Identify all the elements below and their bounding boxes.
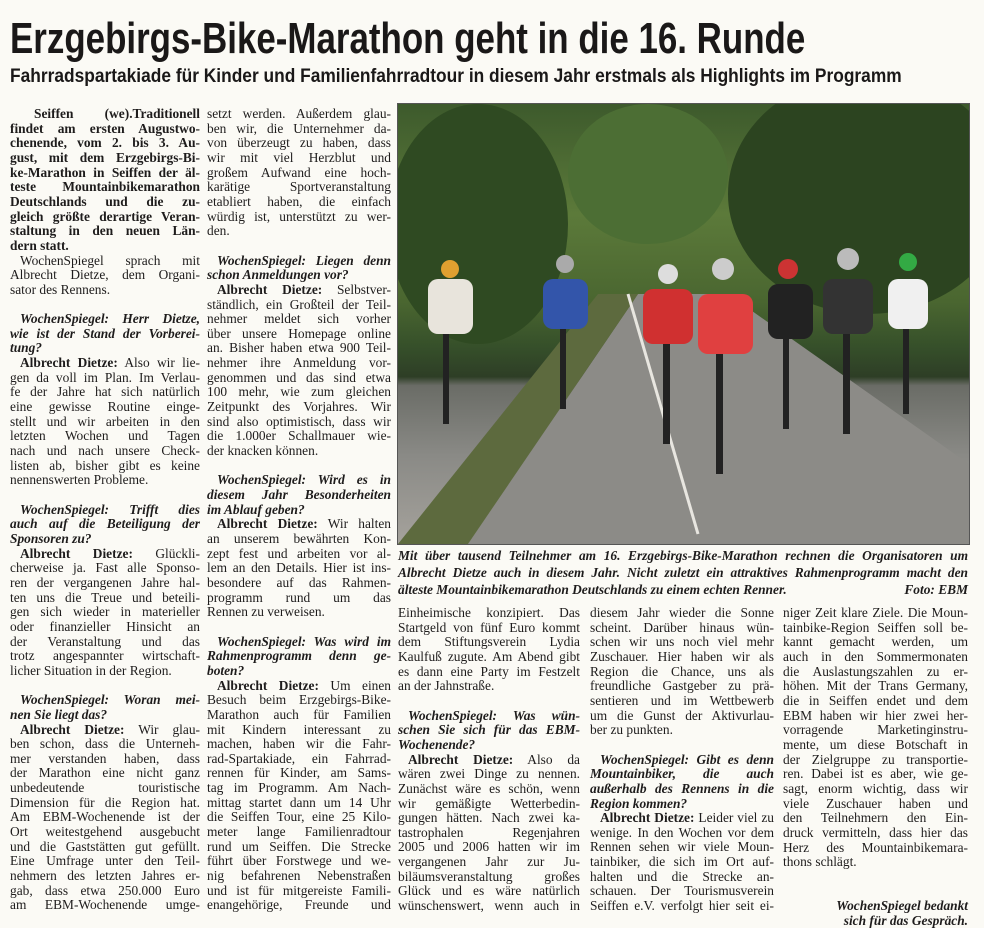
speaker-name: Albrecht Dietze: <box>20 355 118 371</box>
text-line: Rahmenprogramm denn ge- <box>207 648 391 664</box>
text-line: machen, haben wir die Fahr- <box>207 736 391 752</box>
text-line: Rennen zu verweisen. <box>207 604 325 620</box>
paragraph-spacer <box>207 459 391 474</box>
text-line: Wochenende? <box>398 736 476 752</box>
text-line: tainbiker, die sich im Ort auf- <box>590 854 774 870</box>
text-line: ren. Dabei ist es aber, wie ge- <box>783 766 968 782</box>
text-line: ren der vergangenen Jahre hal- <box>10 574 200 590</box>
text-line: halten und die Strecke an- <box>590 868 774 884</box>
text-line: Albrecht Dietze, dem Organi- <box>10 267 200 283</box>
text-line: diesem Jahr Besonderheiten <box>207 487 391 503</box>
text-line: rad-Spartakiade, ein Fahrrad- <box>207 750 391 766</box>
text-line: WochenSpiegel: Wird es in <box>217 472 391 488</box>
text-line: es dann eine Party im Festzelt <box>398 663 580 679</box>
interview-answer <box>207 283 391 459</box>
text-line: zept fest und arbeiten vor al- <box>207 545 391 561</box>
caption-line: Mit über tausend Teilnehmer am 16. Erzgebirgs-Bike-Marathon rechnen die Organisatoren um <box>398 548 968 563</box>
text-line: schen wir uns noch viel mehr <box>590 634 774 650</box>
text-line: letzten Wochen und Tagen <box>10 428 200 444</box>
text-line: thons schlägt. <box>783 854 857 870</box>
text-line: nennenswerten Probleme. <box>10 472 149 488</box>
text-line: diesem Jahr wieder die Sonne <box>590 605 774 620</box>
text-line: im Ablauf geben? <box>207 501 305 517</box>
text-line: Ort weitestgehend ausgebucht <box>10 824 200 840</box>
text-line: großem Aufwand eine hoch- <box>207 164 391 180</box>
interview-answer <box>398 753 580 914</box>
text-line: Rennen sehen wir viele Moun- <box>590 839 774 855</box>
answer-text: Glückli- <box>132 545 200 561</box>
text-line: nehmer ihre Anmeldung vor- <box>207 355 391 371</box>
text-line: am EBM-Wochenende umge- <box>10 897 200 913</box>
text-line: freundliche Gastgeber zu prä- <box>590 678 774 694</box>
text-line: dem Stiftungsverein Lydia <box>398 634 580 650</box>
text-line: Zunächst wäre es schön, wenn <box>398 780 580 796</box>
text-line: gleich größte derartige Veran- <box>10 208 200 224</box>
paragraph-spacer <box>398 694 580 709</box>
paragraph <box>10 254 200 298</box>
speaker-name: Albrecht Dietze: <box>217 516 318 532</box>
text-line: dern statt. <box>10 237 69 253</box>
interview-answer <box>10 356 200 488</box>
text-line: rund um Seiffen. Die Strecke <box>207 838 391 854</box>
text-line: ben wir, die Unternehmer da- <box>207 120 391 136</box>
text-line: von überzeugt zu haben, dass <box>207 135 391 151</box>
paragraph-spacer <box>207 620 391 635</box>
text-line: Am EBM-Wochenende ist der <box>10 809 200 825</box>
text-line: 100 mehr, wie zum gleichen <box>207 384 391 400</box>
text-line: der Marathon eine nicht ganz <box>10 765 200 781</box>
text-line: ständlich, ein Großteil der Teil- <box>207 296 391 312</box>
lead-paragraph <box>10 107 200 254</box>
interview-answer <box>590 811 774 914</box>
text-line: Herz des Mountainbikemara- <box>783 839 968 855</box>
answer-text: Wir halten <box>317 516 391 532</box>
text-line: wenige. In den Wochen vor dem <box>590 824 774 840</box>
text-line: tung? <box>10 340 43 356</box>
text-line: listen ab, bisher gibt es keine <box>10 457 200 473</box>
text-line: und ist für mitgereiste Famili- <box>207 882 391 898</box>
text-line: wir gemäßigte Wetterbedin- <box>398 795 580 811</box>
paragraph-spacer <box>10 679 200 694</box>
text-line: WochenSpiegel: Woran mei- <box>20 692 200 708</box>
interview-answer <box>10 723 200 914</box>
text-line: karätige Sportveranstaltung <box>207 179 391 195</box>
text-line: genommen und das sind etwa <box>207 369 391 385</box>
text-line: und die Gaststätten gut gefüllt. <box>10 838 200 854</box>
photo-credit: Foto: EBM <box>904 582 968 597</box>
text-line: den. <box>207 223 230 239</box>
article-column-2 <box>207 107 391 913</box>
text-line <box>398 753 580 768</box>
paragraph-spacer <box>207 239 391 254</box>
text-line: rennen für Kinder, am Sams- <box>207 765 391 781</box>
article-column-1 <box>10 107 200 913</box>
text-line: WochenSpiegel: Trifft dies <box>20 501 200 517</box>
text-line: ber zu punkten. <box>590 722 673 738</box>
text-line <box>207 283 391 298</box>
text-line: Marathon auch für Familien <box>207 706 391 722</box>
text-line: nach und nach unsere Check- <box>10 443 200 459</box>
text-line: Zeitpunkt des Vorjahres. Wir <box>207 399 391 415</box>
text-line: cherweise ja. Fast alle Sponso- <box>10 560 200 576</box>
text-line: etabliert haben, die einfach <box>207 193 391 209</box>
text-line: gungen hätten. Nach zwei ka- <box>398 810 580 826</box>
text-line: Seiffen e.V. verfolgt hier seit ei- <box>590 898 774 914</box>
text-line: sator des Rennens. <box>10 281 111 297</box>
text-line: Sponsoren zu? <box>10 531 92 546</box>
text-line: trotz angespannter wirtschaft- <box>10 648 200 664</box>
text-line: außerhalb des Rennens in die <box>590 780 774 796</box>
text-line: WochenSpiegel: Was wün- <box>408 707 580 723</box>
text-line: der Veranstaltung und das <box>10 633 200 649</box>
text-line: WochenSpiegel: Herr Dietze, <box>20 311 200 327</box>
text-line: licher Situation in der Region. <box>10 662 172 678</box>
text-line: oder finanzieller Hinsicht an <box>10 618 200 634</box>
article-subheadline: Fahrradspartakiade für Kinder und Familienfahrradtour in diesem Jahr erstmals als Highlights im Programm <box>10 66 902 87</box>
text-line: programm rund um das <box>207 589 391 605</box>
answer-text: Leider viel zu <box>694 810 774 826</box>
text-line: mittag startet dann um 14 Uhr <box>207 794 391 810</box>
text-line: nehmer meldet sich vorher <box>207 311 391 327</box>
text-line: WochenSpiegel: Liegen denn <box>217 252 391 268</box>
text-line: gen da voll im Plan. Im Verlau- <box>10 369 200 385</box>
text-line: Kaulfuß zugute. Am Abend gibt <box>398 648 580 664</box>
text-line: scheint. Darüber hinaus wün- <box>590 619 774 635</box>
text-line: eine gewisse Routine einge- <box>10 399 200 415</box>
interview-question <box>10 312 200 356</box>
text-line: unbedeutende touristische <box>10 780 200 796</box>
text-line: schon Anmeldungen vor? <box>207 267 349 283</box>
speaker-name: Albrecht Dietze: <box>217 281 323 297</box>
text-line: Seiffen (we).Traditionell <box>34 106 200 121</box>
text-line: der knacken können. <box>207 443 319 459</box>
text-line: WochenSpiegel sprach mit <box>20 252 200 268</box>
text-line: enangehörige, Freunde und <box>207 897 391 913</box>
paragraph-continued <box>398 606 580 694</box>
text-line: sagt, enorm wichtig, dass wir <box>783 780 968 796</box>
text-line <box>10 723 200 738</box>
text-line: kannt gemacht werden, um <box>783 634 968 650</box>
text-line: tastrophalen Regenjahren <box>398 824 580 840</box>
text-line: findet am ersten Augustwo- <box>10 120 200 136</box>
speaker-name: Albrecht Dietze: <box>20 545 133 561</box>
article-column-3 <box>398 606 580 914</box>
speaker-name: Albrecht Dietze: <box>408 751 514 767</box>
answer-text: Um einen <box>318 677 391 693</box>
text-line: mente, um diese Botschaft in <box>783 736 968 752</box>
answer-text: Also wir lie- <box>117 355 200 371</box>
text-line: teste Mountainbikemarathon <box>10 179 200 195</box>
text-line: die 1.000er Schallmauer wie- <box>207 428 391 444</box>
paragraph-spacer <box>783 884 968 899</box>
interview-answer <box>207 679 391 914</box>
text-line: ke-Marathon in Seiffen der äl- <box>10 164 200 180</box>
text-line: Region die Chance, uns als <box>590 663 774 679</box>
text-line: führt über Forstwege und we- <box>207 853 391 869</box>
text-line: auch auf die Beteiligung der <box>10 516 200 532</box>
speaker-name: Albrecht Dietze: <box>600 810 695 826</box>
text-line: gab, dass etwa 250.000 Euro <box>10 882 200 898</box>
text-line: vorragende Marketinginstru- <box>783 722 968 738</box>
paragraph-continued <box>207 107 391 239</box>
paragraph-spacer <box>783 870 968 885</box>
article-headline: Erzgebirgs-Bike-Marathon geht in die 16. Runde <box>10 14 806 63</box>
text-line: Dimension für die Region hat. <box>10 794 200 810</box>
text-line: WochenSpiegel: Was wird im <box>217 633 391 649</box>
text-line: stellt und wir arbeiten in den <box>10 413 200 429</box>
interview-question <box>10 693 200 722</box>
text-line: wären zwei Dinge zu nennen. <box>398 766 580 782</box>
paragraph-spacer <box>10 298 200 313</box>
text-line: lem an den Details. Hier ist ins- <box>207 560 391 576</box>
cyclists-photo-illustration <box>398 104 969 544</box>
text-line: wünschenswert, wenn auch in <box>398 898 580 914</box>
text-line: schen Sie sich für das EBM- <box>398 722 580 738</box>
text-line: tainbike-Region Seiffen soll be- <box>783 619 968 635</box>
text-line: Mountainbiker, die auch <box>590 766 774 782</box>
text-line: WochenSpiegel: Gibt es denn <box>600 751 774 767</box>
text-line: gen sich wieder in materieller <box>10 604 200 620</box>
text-line: meter lange Familienradtour <box>207 824 391 840</box>
speaker-name: Albrecht Dietze: <box>217 677 319 693</box>
text-line: besondere auf das Rahmen- <box>207 574 391 590</box>
text-line: Region kommen? <box>590 795 688 811</box>
text-line: wir mit viel Herzblut und <box>207 149 391 165</box>
text-line: sich für das Gespräch. <box>843 912 968 928</box>
text-line: wie ist der Stand der Vorberei- <box>10 325 200 341</box>
text-line <box>590 811 774 826</box>
text-line: chenende, vom 2. bis 3. Au- <box>10 135 200 151</box>
paragraph-spacer <box>590 738 774 753</box>
text-line: ten uns die Treue und beteili- <box>10 589 200 605</box>
text-line: sentieren und im Wettbewerb <box>590 692 774 708</box>
text-line: biläumsveranstaltung großes <box>398 868 580 884</box>
text-line: 2005 und 2006 hatten wir im <box>398 839 580 855</box>
text-line: Eine Umfrage unter den Teil- <box>10 853 200 869</box>
text-line: Zuschauer. Hier haben wir als <box>590 648 774 664</box>
text-line: um die Gunst der Aktivurlau- <box>590 707 774 723</box>
paragraph-spacer <box>10 488 200 503</box>
text-line: mit Kindern interessant zu <box>207 721 391 737</box>
interview-answer <box>10 547 200 679</box>
interview-question <box>207 473 391 517</box>
paragraph-continued <box>590 606 774 738</box>
tree-center <box>568 104 728 244</box>
text-line: vergangenen Jahr zur Ju- <box>398 854 580 870</box>
interview-answer <box>207 517 391 620</box>
text-line: Glück und es wäre natürlich <box>398 883 580 899</box>
article-photo <box>397 103 970 545</box>
text-line: nehmern des letzten Jahres er- <box>10 868 200 884</box>
text-line: an. Bisher haben etwa 900 Teil- <box>207 340 391 356</box>
text-line: Besuch beim Erzgebirgs-Bike- <box>207 692 391 708</box>
text-line: WochenSpiegel bedankt <box>836 898 968 914</box>
interview-question <box>207 635 391 679</box>
caption-line: Albrecht Dietze auch in diesem Jahr. Nicht zuletzt ein attraktives Rahmenprogramm macht den <box>398 565 968 580</box>
text-line: an unserem bewährten Kon- <box>207 531 391 546</box>
text-line: staltung in den neuen Län- <box>10 223 200 239</box>
article-column-5 <box>783 606 968 928</box>
text-line: viele Zuschauer haben und <box>783 795 968 811</box>
text-line: die Auslastungszahlen zu er- <box>783 663 968 679</box>
text-line: gust, mit dem Erzgebirgs-Bi- <box>10 149 200 165</box>
answer-text: Wir glau- <box>124 721 200 737</box>
interview-question <box>398 709 580 753</box>
text-line <box>10 547 200 562</box>
text-line: mer verstanden haben, dass <box>10 750 200 766</box>
text-line: sind also optimistisch, dass wir <box>207 413 391 429</box>
text-line: boten? <box>207 662 245 678</box>
text-line: an der Jahnstraße. <box>398 678 495 694</box>
interview-question <box>590 753 774 812</box>
text-line: ben schon, dass die Unterneh- <box>10 736 200 752</box>
answer-text: Also da <box>513 751 580 767</box>
caption-line: älteste Mountainbikemarathon Deutschlands zu einem echten Renner. <box>398 582 787 597</box>
text-line: auch in den Sommermonaten <box>783 648 968 664</box>
article-column-4 <box>590 606 774 914</box>
text-line: tag im Programm. Am Nach- <box>207 780 391 796</box>
paragraph-continued <box>783 606 968 870</box>
text-line: höhen. Mit der Trans Germany, <box>783 678 968 694</box>
text-line <box>207 517 391 532</box>
text-line: der Zielgruppe zu transportie- <box>783 751 968 767</box>
speaker-name: Albrecht Dietze: <box>20 721 125 737</box>
interview-question <box>10 503 200 547</box>
text-line <box>10 356 200 371</box>
text-line: den Teilnehmern den Ein- <box>783 810 968 826</box>
text-line: die in Seiffen endet und dem <box>783 692 968 708</box>
text-line: Einheimische konzipiert. Das <box>398 605 580 620</box>
text-line <box>207 679 391 694</box>
answer-text: Selbstver- <box>322 281 391 297</box>
text-line: Startgeld von fünf Euro kommt <box>398 619 580 635</box>
text-line: nig befahrenen Nebenstraßen <box>207 868 391 884</box>
text-line: Deutschlands und die zu- <box>10 193 200 209</box>
text-line: setzt werden. Außerdem glau- <box>207 106 391 121</box>
text-line: niger Zeit klare Ziele. Die Moun- <box>783 605 968 620</box>
text-line: die Seiffen Tour, eine 25 Kilo- <box>207 809 391 825</box>
text-line: schauen. Der Tourismusverein <box>590 883 774 899</box>
interview-question <box>207 254 391 283</box>
tree-left <box>398 104 568 344</box>
text-line: fe der Jahre hat sich natürlich <box>10 384 200 400</box>
text-line: druck vermitteln, dass hier das <box>783 824 968 840</box>
photo-caption <box>398 547 968 598</box>
text-line: über unsere Homepage online <box>207 325 391 341</box>
text-line: würdig ist, unterstützt zu wer- <box>207 208 391 224</box>
text-line: nen Sie liegt das? <box>10 706 108 722</box>
text-line: EBM haben wir hier zwei her- <box>783 707 968 723</box>
